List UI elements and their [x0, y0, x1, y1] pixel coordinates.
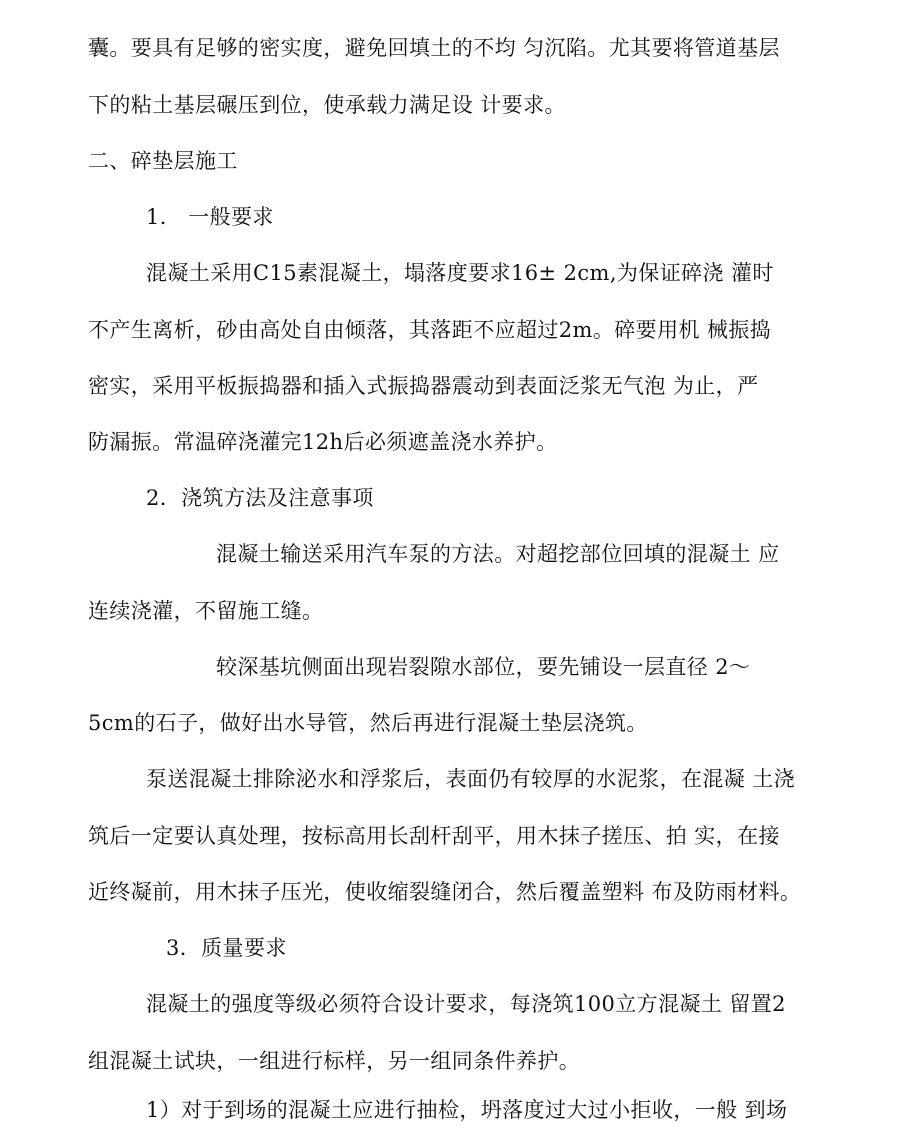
- list-item-line: 1）对于到场的混凝土应进行抽检，坍落度过大过小拒收，一般 到场: [146, 1098, 788, 1122]
- paragraph-line: 5cm的石子，做好出水导管，然后再进行混凝土垫层浇筑。: [88, 711, 648, 735]
- paragraph-line: 不产生离析，砂由高处自由倾落，其落距不应超过2m。碎要用机 械振捣: [88, 318, 772, 342]
- paragraph-line: 较深基坑侧面出现岩裂隙水部位，要先铺设一层直径 2～: [216, 655, 751, 679]
- paragraph-line: 连续浇灌，不留施工缝。: [88, 599, 324, 623]
- paragraph-line: 防漏振。常温碎浇灌完12h后必须遮盖浇水养护。: [88, 430, 558, 454]
- subsection-heading: 1． 一般要求: [146, 205, 274, 229]
- paragraph-line: 混凝土的强度等级必须符合设计要求，每浇筑100立方混凝土 留置2: [146, 992, 786, 1016]
- paragraph-line: 泵送混凝土排除泌水和浮浆后，表面仍有较厚的水泥浆，在混凝 土浇: [146, 767, 796, 791]
- paragraph-line: 密实，采用平板振捣器和插入式振捣器震动到表面泛浆无气泡 为止，严: [88, 374, 759, 398]
- paragraph-line: 下的粘土基层碾压到位，使承载力满足设 计要求。: [88, 93, 566, 117]
- section-heading: 二、碎垫层施工: [88, 149, 238, 173]
- paragraph-line: 近终凝前，用木抹子压光，使收缩裂缝闭合，然后覆盖塑料 布及防雨材料。: [88, 880, 802, 904]
- subsection-heading: 2．浇筑方法及注意事项: [146, 486, 374, 510]
- subsection-heading: 3．质量要求: [166, 936, 287, 960]
- paragraph-line: 混凝土输送采用汽车泵的方法。对超挖部位回填的混凝土 应: [216, 542, 780, 566]
- paragraph-line: 筑后一定要认真处理，按标高用长刮杆刮平，用木抹子搓压、拍 实，在接: [88, 824, 780, 848]
- paragraph-line: 囊。要具有足够的密实度，避免回填土的不均 匀沉陷。尤其要将管道基层: [88, 36, 780, 60]
- paragraph-line: 组混凝土试块，一组进行标样，另一组同条件养护。: [88, 1049, 581, 1073]
- paragraph-line: 混凝土采用C15素混凝土，塌落度要求16± 2cm,为保证碎浇 灌时: [146, 261, 774, 285]
